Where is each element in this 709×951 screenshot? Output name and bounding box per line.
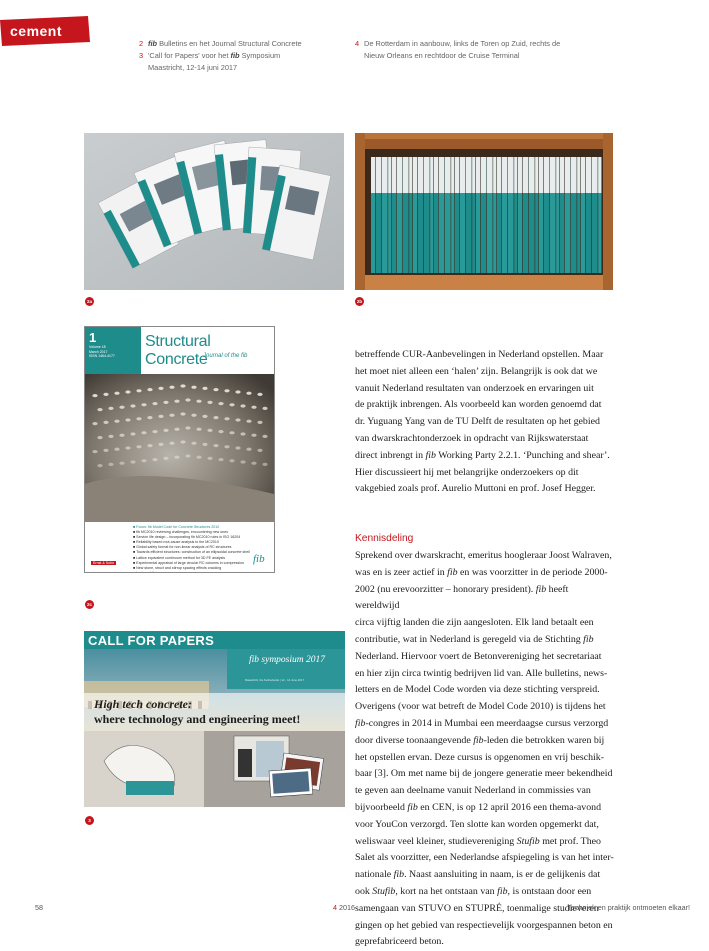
- paragraph-2-line: weliswaar veel kleiner, studievereniging Stufib met prof. Theo: [355, 835, 601, 847]
- cfp-event-title: fib symposium 2017: [249, 655, 325, 665]
- cover-bullet: ■ New stone, struct and stirrup spacing effects cracking: [133, 565, 222, 570]
- cover-bullet: ■ Experimental appraisal of large circular RC columns in compression: [133, 560, 245, 565]
- paragraph-2-line: baar [3]. Om met name bij de jongere generatie meer bekendheid: [355, 768, 613, 780]
- caption-3: 3 'Call for Papers' voor het fib Symposium Maastricht, 12-14 juni 2017: [139, 51, 281, 72]
- paragraph-2-line: circa vijftig landen die zijn aangesloten. Elk land betaalt een: [355, 617, 594, 629]
- article-paragraph-2: [355, 548, 615, 951]
- paragraph-2-line: nationale fib. Naast aansluiting in naam, is er de gelijkenis dat: [355, 869, 601, 881]
- figure-marker-2a: 2a: [86, 299, 92, 304]
- fib-logo: fib: [253, 553, 265, 565]
- running-title: Techniek en praktijk ontmoeten elkaar!: [567, 903, 690, 912]
- paragraph-2-line: Sprekend over dwarskracht, emeritus hoogleraar Joost Walraven,: [355, 549, 612, 561]
- paragraph-2-line: was en is zeer actief in fib en was voorzitter in de periode 2000-: [355, 566, 608, 578]
- article-paragraph-1: [355, 347, 615, 498]
- cover-bullet: ■ Towards efficient structures: construction of an ellipsoidal concrete shell: [133, 550, 250, 555]
- cover-title: Structural Concrete: [145, 333, 211, 368]
- paragraph-2-line: letters en de Model Code worden via deze stichting verspreid.: [355, 684, 600, 696]
- paragraph-2-line: voor YouCon verzorgd. Ten slotte kan worden opgemerkt dat,: [355, 818, 599, 830]
- paragraph-1-line: Hier discussieert hij met belangrijke onderzoekers op dit: [355, 466, 579, 478]
- page-number: 58: [35, 903, 43, 912]
- paragraph-2-line: gingen op het gebied van respectievelijk voorgespannen beton en: [355, 919, 613, 931]
- svg-text:cement: cement: [10, 23, 63, 39]
- cover-subtitle: Journal of the fib: [203, 353, 248, 359]
- cfp-event-band: [227, 649, 345, 689]
- caption-left: [139, 38, 349, 74]
- paragraph-1-line: van dwarskrachtonderzoek in opdracht van Rijkswaterstaat: [355, 432, 589, 444]
- call-for-papers-poster: [84, 631, 345, 807]
- figure-marker-3: 3: [85, 816, 94, 825]
- cfp-small: Maastricht, the Netherlands | 12 - 14 June 2017: [245, 678, 305, 682]
- paragraph-2-line: door diverse toonaangevende fib-leden die betrokken waren bij: [355, 734, 605, 746]
- caption-2: 2 fib Bulletins en het Journal Structural Concrete: [139, 39, 302, 48]
- article-body: [355, 347, 615, 951]
- cfp-headline-1: High tech concrete:: [94, 697, 192, 711]
- issue-year: 4 2016: [333, 903, 355, 912]
- cover-image-concrete-shell: [85, 374, 274, 522]
- cover-bullets: [133, 525, 271, 573]
- paragraph-1-line: vakgebied zoals prof. Aurelio Muttoni en prof. Josef Hegger.: [355, 483, 596, 495]
- paragraph-1-line: direct inbrengt in fib Working Party 2.2.1. ‘Punching and shear’.: [355, 449, 610, 461]
- cover-bullet: ■ Lattice equivalent continuum method for 3D FE analysis: [133, 555, 226, 560]
- paragraph-2-line: Overigens (voor wat betreft de Model Code 2010) is tijdens het: [355, 701, 606, 713]
- cover-issue-box: 1 Volume 18 March 2017 ISSN 1464-4177: [85, 327, 141, 374]
- cover-bullet: ■ Service life design – incorporating fib MC2010 rules in ISO 16204: [133, 535, 241, 540]
- caption-right: 4 De Rotterdam in aanbouw, links de Toren op Zuid, rechts de Nieuw Orleans en rechtdoor de Cruise Terminal: [355, 39, 561, 60]
- paragraph-1-line: het moet niet alleen een ‘halen’ zijn. Belangrijk is ook dat we: [355, 365, 598, 377]
- cfp-headline-band: [84, 693, 345, 731]
- paragraph-2-line: samengaan van STUVO en STUPRÉ, toenmalige studieveren: [355, 902, 599, 914]
- section-heading-kennisdeling: Kennisdeling: [355, 533, 414, 545]
- paragraph-2-line: ook Stufib, kort na het ontstaan van fib, is ontstaan door een: [355, 885, 592, 897]
- paragraph-2-line: te geven aan deelname vanuit Nederland in commissies van: [355, 785, 591, 797]
- publisher-logo: Ernst & Sohn: [93, 561, 115, 565]
- paragraph-2-line: geprefabriceerd beton.: [355, 936, 444, 948]
- paragraph-2-line: 2002 (nu erevoorzitter – honorary president). fib heeft wereldwijd: [355, 583, 569, 612]
- paragraph-2-line: het opstellen ervan. Deze cursus is opgenomen en vrij beschik-: [355, 751, 604, 763]
- paragraph-2-line: fib-congres in 2014 in Mumbai een meerdaagse cursus verzorgd: [355, 717, 609, 729]
- paragraph-2-line: en hier zijn circa twintig bedrijven lid van. Alle bulletins, news-: [355, 667, 608, 679]
- journal-cover: [84, 326, 275, 573]
- cfp-header: CALL FOR PAPERS: [88, 633, 215, 648]
- paragraph-1-line: dr. Yuguang Yang van de TU Delft de resultaten op het gebied: [355, 416, 600, 428]
- paragraph-2-line: Salet als voorzitter, een Nederlandse afspiegeling is van het inter-: [355, 852, 614, 864]
- cfp-image-collage: [84, 731, 345, 807]
- figure-marker-2c: 2c: [86, 602, 92, 607]
- photo-bookshelf: [355, 133, 613, 290]
- figure-marker-2b: 2b: [356, 299, 363, 304]
- photo-fib-bulletins: [84, 133, 344, 290]
- cover-bullet: ■ fib MC2010 reviewing challenges, encountering new ones: [133, 530, 229, 535]
- paragraph-2-line: Nederland. Hiervoor voert de Betonvereniging het secretariaat: [355, 650, 602, 662]
- cement-logo: [0, 16, 90, 46]
- cover-bullet: ■ Global safety format for non-linear analysis of RC structures: [133, 545, 232, 550]
- cfp-headline-2: where technology and engineering meet!: [94, 712, 301, 726]
- cover-bullet: ■ tests and theory: [133, 570, 162, 573]
- cover-bullet: ■ Reliability based root-cause analysis to the MC2010: [133, 540, 219, 545]
- paragraph-1-line: vanuit Nederland resultaten van onderzoek en ervaringen uit: [355, 382, 594, 394]
- paragraph-1-line: de praktijk inbrengen. Als voorbeeld kan worden genoemd dat: [355, 399, 602, 411]
- cover-bullet: ■ Focus: fib Model Code for Concrete Structures 2010: [133, 525, 220, 529]
- paragraph-1-line: betreffende CUR-Aanbevelingen in Nederland opstellen. Maar: [355, 349, 604, 360]
- paragraph-2-line: contributie, wat in Nederland is geregeld via de Stichting fib: [355, 633, 594, 645]
- paragraph-2-line: bijvoorbeeld fib en CEN, is op 12 april 2016 een thema-avond: [355, 801, 602, 813]
